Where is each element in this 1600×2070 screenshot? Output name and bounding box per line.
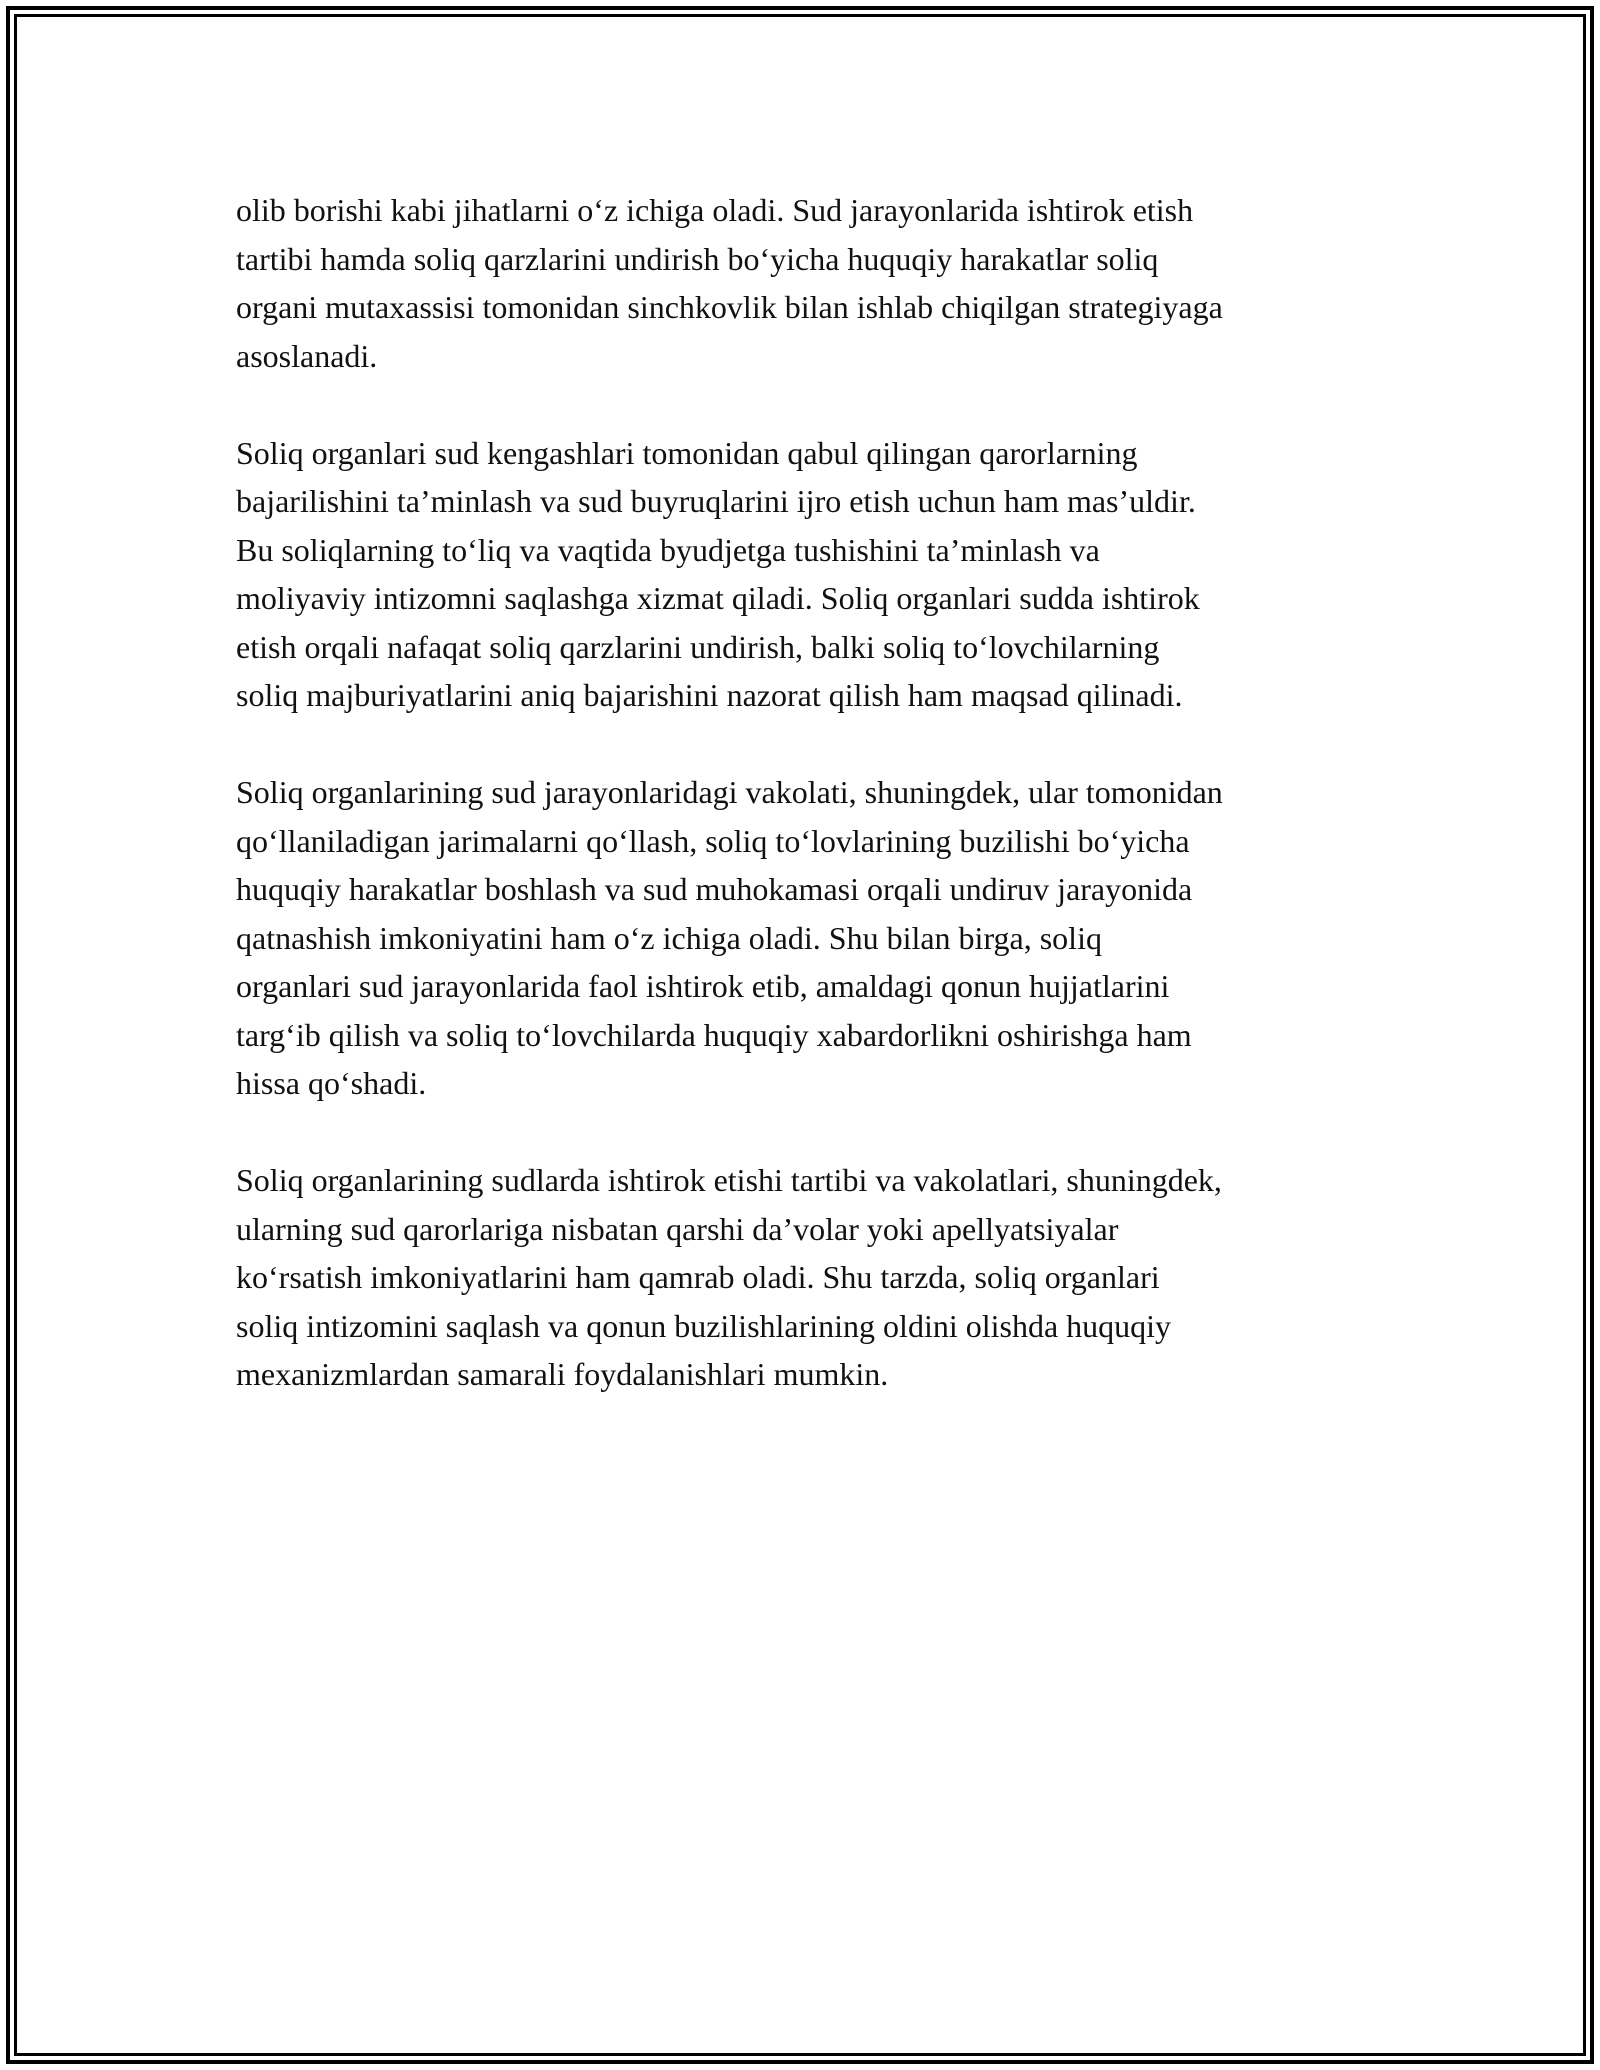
text-line: moliyaviy intizomni saqlashga xizmat qiladi. Soliq organlari sudda ishtirok bbox=[236, 580, 1200, 616]
text-line: organlari sud jarayonlarida faol ishtirok etib, amaldagi qonun hujjatlarini bbox=[236, 968, 1170, 1004]
text-line: qo‘llaniladigan jarimalarni qo‘llash, soliq to‘lovlarining buzilishi bo‘yicha bbox=[236, 822, 1190, 859]
text-line: etish orqali nafaqat soliq qarzlarini undirish, balki soliq to‘lovchilarning bbox=[236, 628, 1160, 665]
text-line: asoslanadi. bbox=[236, 337, 378, 374]
text-line: ularning sud qarorlariga nisbatan qarshi da’volar yoki apellyatsiyalar bbox=[236, 1210, 1119, 1247]
text-line: soliq majburiyatlarini aniq bajarishini nazorat qilish ham maqsad qilinadi. bbox=[236, 677, 1183, 713]
text-line: targ‘ib qilish va soliq to‘lovchilarda huquqiy xabardorlikni oshirishga ham bbox=[236, 1016, 1192, 1053]
text-line: Soliq organlarining sudlarda ishtirok etishi tartibi va vakolatlari, shuningdek, bbox=[236, 1162, 1222, 1198]
paragraph-4 bbox=[236, 1156, 1386, 1399]
text-line: huquqiy harakatlar boshlash va sud muhokamasi orqali undiruv jarayonida bbox=[236, 871, 1193, 907]
paragraph-1 bbox=[236, 186, 1386, 380]
text-line: Bu soliqlarning to‘liq va vaqtida byudjetga tushishini ta’minlash va bbox=[236, 531, 1100, 568]
paragraph-2 bbox=[236, 429, 1386, 720]
text-line: soliq intizomini saqlash va qonun buzilishlarining oldini olishda huquqiy bbox=[236, 1307, 1172, 1344]
text-line: bajarilishini ta’minlash va sud buyruqlarini ijro etish uchun ham mas’uldir. bbox=[236, 483, 1196, 519]
text-line: hissa qo‘shadi. bbox=[236, 1065, 427, 1101]
document-body bbox=[236, 186, 1386, 1447]
text-line: ko‘rsatish imkoniyatlarini ham qamrab oladi. Shu tarzda, soliq organlari bbox=[236, 1259, 1160, 1295]
text-line: organi mutaxassisi tomonidan sinchkovlik bilan ishlab chiqilgan strategiyaga bbox=[236, 289, 1223, 325]
text-line: mexanizmlardan samarali foydalanishlari mumkin. bbox=[236, 1356, 889, 1392]
text-line: olib borishi kabi jihatlarni o‘z ichiga oladi. Sud jarayonlarida ishtirok etish bbox=[236, 192, 1194, 228]
text-line: Soliq organlarining sud jarayonlaridagi vakolati, shuningdek, ular tomonidan bbox=[236, 774, 1223, 810]
text-line: qatnashish imkoniyatini ham o‘z ichiga oladi. Shu bilan birga, soliq bbox=[236, 919, 1102, 956]
paragraph-3 bbox=[236, 768, 1386, 1108]
text-line: Soliq organlari sud kengashlari tomonidan qabul qilingan qarorlarning bbox=[236, 434, 1138, 471]
text-line: tartibi hamda soliq qarzlarini undirish bo‘yicha huquqiy harakatlar soliq bbox=[236, 240, 1159, 277]
